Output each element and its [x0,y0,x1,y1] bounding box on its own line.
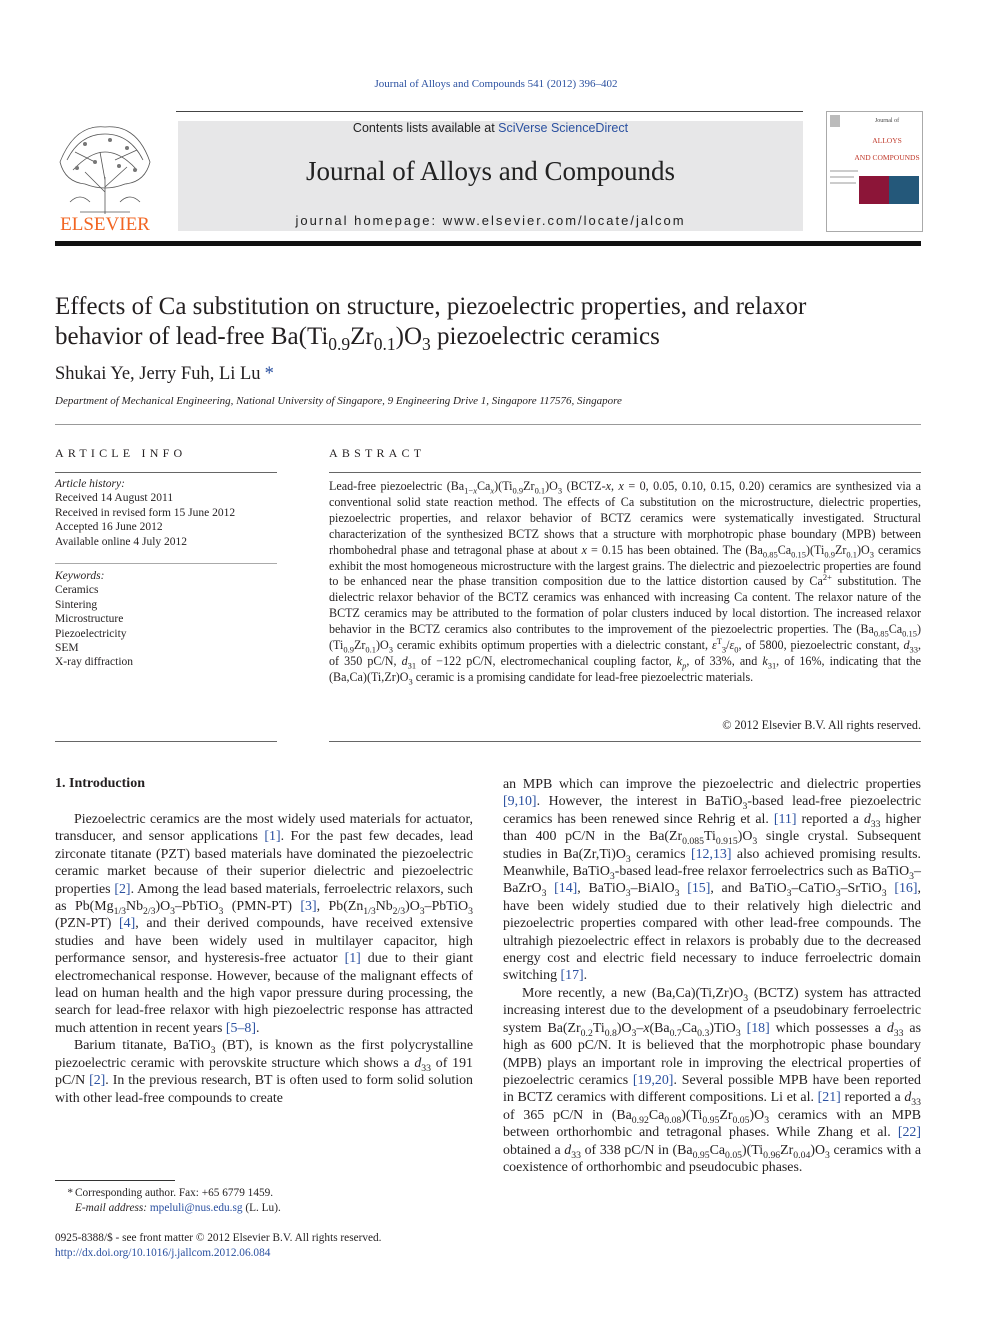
header-rule [176,111,803,112]
contents-prefix: Contents lists available at [352,121,499,135]
citation-link[interactable]: [11] [773,811,797,827]
front-matter-note [55,1231,475,1260]
keywords: Keywords: Ceramics Sintering Microstructure Piezoelectricity SEM X-ray diffraction [55,570,134,669]
svg-text:Journal of: Journal of [874,118,900,124]
email-link[interactable]: mpeluli@nus.edu.sg [149,1202,243,1214]
footnote-rule [55,1180,175,1181]
email-label: E-mail address: [75,1202,148,1214]
citation-link[interactable]: [5–8] [225,1020,256,1036]
citation-link[interactable]: [15] [687,881,711,897]
doi-link[interactable]: http://dx.doi.org/10.1016/j.jallcom.2012.06.084 [55,1246,271,1259]
article-info-rule [55,472,277,473]
citation-link[interactable]: [9,10] [503,794,537,810]
citation-link[interactable]: [2] [114,881,131,897]
abstract-rule [329,472,921,473]
article-info-heading: ARTICLE INFO [55,446,187,460]
citation-link[interactable]: [19,20] [632,1072,674,1088]
abstract-bottom-rule [329,741,921,742]
citation-link[interactable]: [1] [344,951,361,967]
citation-link[interactable]: [22] [897,1125,921,1141]
corresponding-author-mark[interactable]: * [264,364,274,384]
section-heading-introduction: 1. Introduction [55,776,145,791]
journal-name: Journal of Alloys and Compounds [306,156,675,186]
keywords-label: Keywords: [55,570,105,582]
affiliation: Department of Mechanical Engineering, National University of Singapore, 9 Engineering Drive 1, Singapore 117576, Singapore [55,395,622,407]
footnote-corresponding: * Corresponding author. Fax: +65 6779 1459. E-mail address: mpeluli@nus.edu.sg (L. Lu). [55,1186,475,1216]
citation-link[interactable]: [14] [554,881,578,897]
info-bottom-rule [55,741,277,742]
keywords-rule [55,563,277,564]
citation-link[interactable]: [4] [119,916,136,932]
elsevier-wordmark: ELSEVIER [60,214,150,232]
citation-link[interactable]: [17] [560,968,584,984]
copyright-notice: © 2012 Elsevier B.V. All rights reserved. [722,718,921,732]
paragraph: an MPB which can improve the piezoelectric and dielectric properties [9,10]. However, the interest in BaTiO$_3$-based lead-free piezoelectric ceramics has been renewed since Rehrig et al. [11] reported a $d_{33}$ higher than 400 pC/N in the $Ba(Zr_{0.085}Ti_{0.915})O_3$ single crystal. Subsequent studies in $Ba(Zr,Ti)O_3$ ceramics [12,13] also achieved promising results. Meanwhile, BaTiO$_3$-based lead-free relaxor ferroelectrics such as BaTiO$_3$–BaZrO$_3$ [14], BaTiO$_3$–BiAlO$_3$ [15], and BaTiO$_3$–CaTiO$_3$–SrTiO$_3$ [16], have been widely studied due to their relatively high dielectric and piezoelectric properties compared with other lead-free compounds. The ultrahigh piezoelectric effect in relaxors is probably due to the decreased energy cost and electric field necessary to induce ferroelectric domain switching [17]. [503,777,922,984]
journal-citation[interactable]: Journal of Alloys and Compounds 541 (2012) 396–402 [374,78,618,90]
journal-homepage[interactable]: journal homepage: www.elsevier.com/locate/jalcom [295,213,686,228]
paragraph: Piezoelectric ceramics are the most widely used materials for actuator, transducer, and sensor applications [1]. For the past few decades, lead zirconate titanate (PZT) based materials have dominated the piezoelectric ceramic market because of their superior dielectric and piezoelectric properties [2]. Among the lead based materials, ferroelectric relaxors, such as $Pb(Mg_{1/3}Nb_{2/3})O_3-PbTiO_3$ (PMN-PT) [3], $Pb(Zn_{1/3}Nb_{2/3})O_3-PbTiO_3$ (PZN-PT) [4], and their derived compounds, have received extensive studies and have been widely used in multilayer capacitor, high performance sensor, and hysteresis-free actuator [1] due to their giant electromechanical response. However, because of the malignant effects of lead on human health and the high vapor pressure during processing, the search for lead-free relaxor with high piezoelectric response has attracted much attention in recent years [5–8]. [55,812,474,1036]
body-column-left [55,811,473,1107]
paragraph: More recently, a new $(Ba,Ca)(Ti,Zr)O_3$ (BCTZ) system has attracted increasing interest due to the development of a pseudobinary ferroelectric system $Ba(Zr_{0.2}Ti_{0.8})O_3-x(Ba_{0.7}Ca_{0.3})TiO_3$ [18] which possesses a $d_{33}$ as high as 600 pC/N. It is believed that the morphotropic phase boundary (MPB) plays an important role in improving the electrical properties of piezoelectric ceramics [19,20]. Several possible MPB have been reported in BCTZ ceramics with different compositions. Li et al. [21] reported a $d_{33}$ of 365 pC/N in $(Ba_{0.92}Ca_{0.08})(Ti_{0.95}Zr_{0.05})O_3$ ceramics with an MPB between orthorhombic and tetragonal phases. While Zhang et al. [22] obtained a $d_{33}$ of 338 pC/N in $(Ba_{0.95}Ca_{0.05})(Ti_{0.96}Zr_{0.04})O_3$ ceramics with a coexistence of orthorhombic and pseudocubic phases. [503,985,921,1175]
elsevier-logo [55,122,155,232]
citation-link[interactable]: [18] [746,1020,770,1036]
paragraph: Barium titanate, BaTiO$_3$ (BT), is known as the first polycrystalline piezoelectric ceramic with perovskite structure which shows a $d_{33}$ of 191 pC/N [2]. In the previous research, BT is often used to form solid solution with other lead-free compounds to create [55,1038,474,1106]
citation-link[interactable]: [1] [264,829,281,845]
citation-link[interactable]: [2] [89,1073,106,1089]
citation-link[interactable]: [12,13] [690,846,732,862]
svg-text:AND COMPOUNDS: AND COMPOUNDS [854,153,920,162]
article-history: Article history: Received 14 August 2011 Received in revised form 15 June 2012 Accepted 16 June 2012 Available online 4 July 2012 [55,478,236,548]
footnote-mark: * [67,1187,73,1199]
body-column-right [503,776,921,1176]
abstract-body: Lead-free piezoelectric $(Ba_{1-x}Ca_x)(Ti_{0.9}Zr_{0.1})O_3$ (BCTZ-x, x = 0, 0.05, 0.10, 0.15, 0.20) ceramics are synthesized via a conventional solid state reaction method. The effects of Ca substitution on the microstructure, dielectric properties, piezoelectric properties, and relaxor behavior of BCTZ ceramics were systematically investigated. Structural characterization of the synthesized BCTZ shows that a structure with morphotropic phase boundary (MPB) between rhombohedral phase and tetragonal phase at about x = 0.15 has been obtained. The $(Ba_{0.85}Ca_{0.15})(Ti_{0.9}Zr_{0.1})O_3$ ceramics exhibit the most homogeneous microstructure with the largest grains. The dielectric and piezoelectric properties are found to be enhanced near the phase transition composition due to the lattice distortion caused by $Ca^{2+}$ substitution. The dielectric relaxor behavior of the BCTZ ceramics was enhanced with increasing Ca content. The relaxor nature of the BCTZ ceramics may be attributed to the formation of polar clusters induced by local distortion. The increased relaxor behavior in the BCTZ ceramics also contributes to the improvement of the piezoelectric properties. The $(Ba_{0.85}Ca_{0.15})(Ti_{0.9}Zr_{0.1})O_3$ ceramic exhibits optimum properties with a dielectric constant, $\varepsilon^T_3/\varepsilon_0$, of 5800, piezoelectric constant, $d_{33}$, of 350 pC/N, $d_{31}$ of −122 pC/N, electromechanical coupling factor, $k_p$, of 33%, and $k_{31}$, of 16%, indicating that the $(Ba,Ca)(Ti,Zr)O_3$ ceramic is a promising candidate for lead-free piezoelectric materials. [329,479,921,687]
svg-text:ALLOYS: ALLOYS [872,136,902,145]
citation-link[interactable]: [16] [894,881,918,897]
contents-line [178,121,803,135]
journal-cover-thumbnail [826,111,923,232]
title-separator [55,424,921,425]
sciencedirect-link[interactable]: SciVerse ScienceDirect [498,121,629,135]
authors: Shukai Ye, Jerry Fuh, Li Lu [55,364,261,384]
citation-link[interactable]: [21] [817,1090,841,1106]
author-list [55,364,274,385]
header-thick-rule [55,241,921,246]
history-label: Article history: [55,478,125,490]
citation-link[interactable]: [3] [300,899,317,915]
issn-line: 0925-8388/$ - see front matter © 2012 Elsevier B.V. All rights reserved. [55,1232,382,1244]
abstract-heading: ABSTRACT [329,446,426,460]
article-title: Effects of Ca substitution on structure, piezoelectric properties, and relaxor behavior of lead-free $Ba(Ti_{0.9}Zr_{0.1})O_3$ piezoelectric ceramics [55,293,807,354]
